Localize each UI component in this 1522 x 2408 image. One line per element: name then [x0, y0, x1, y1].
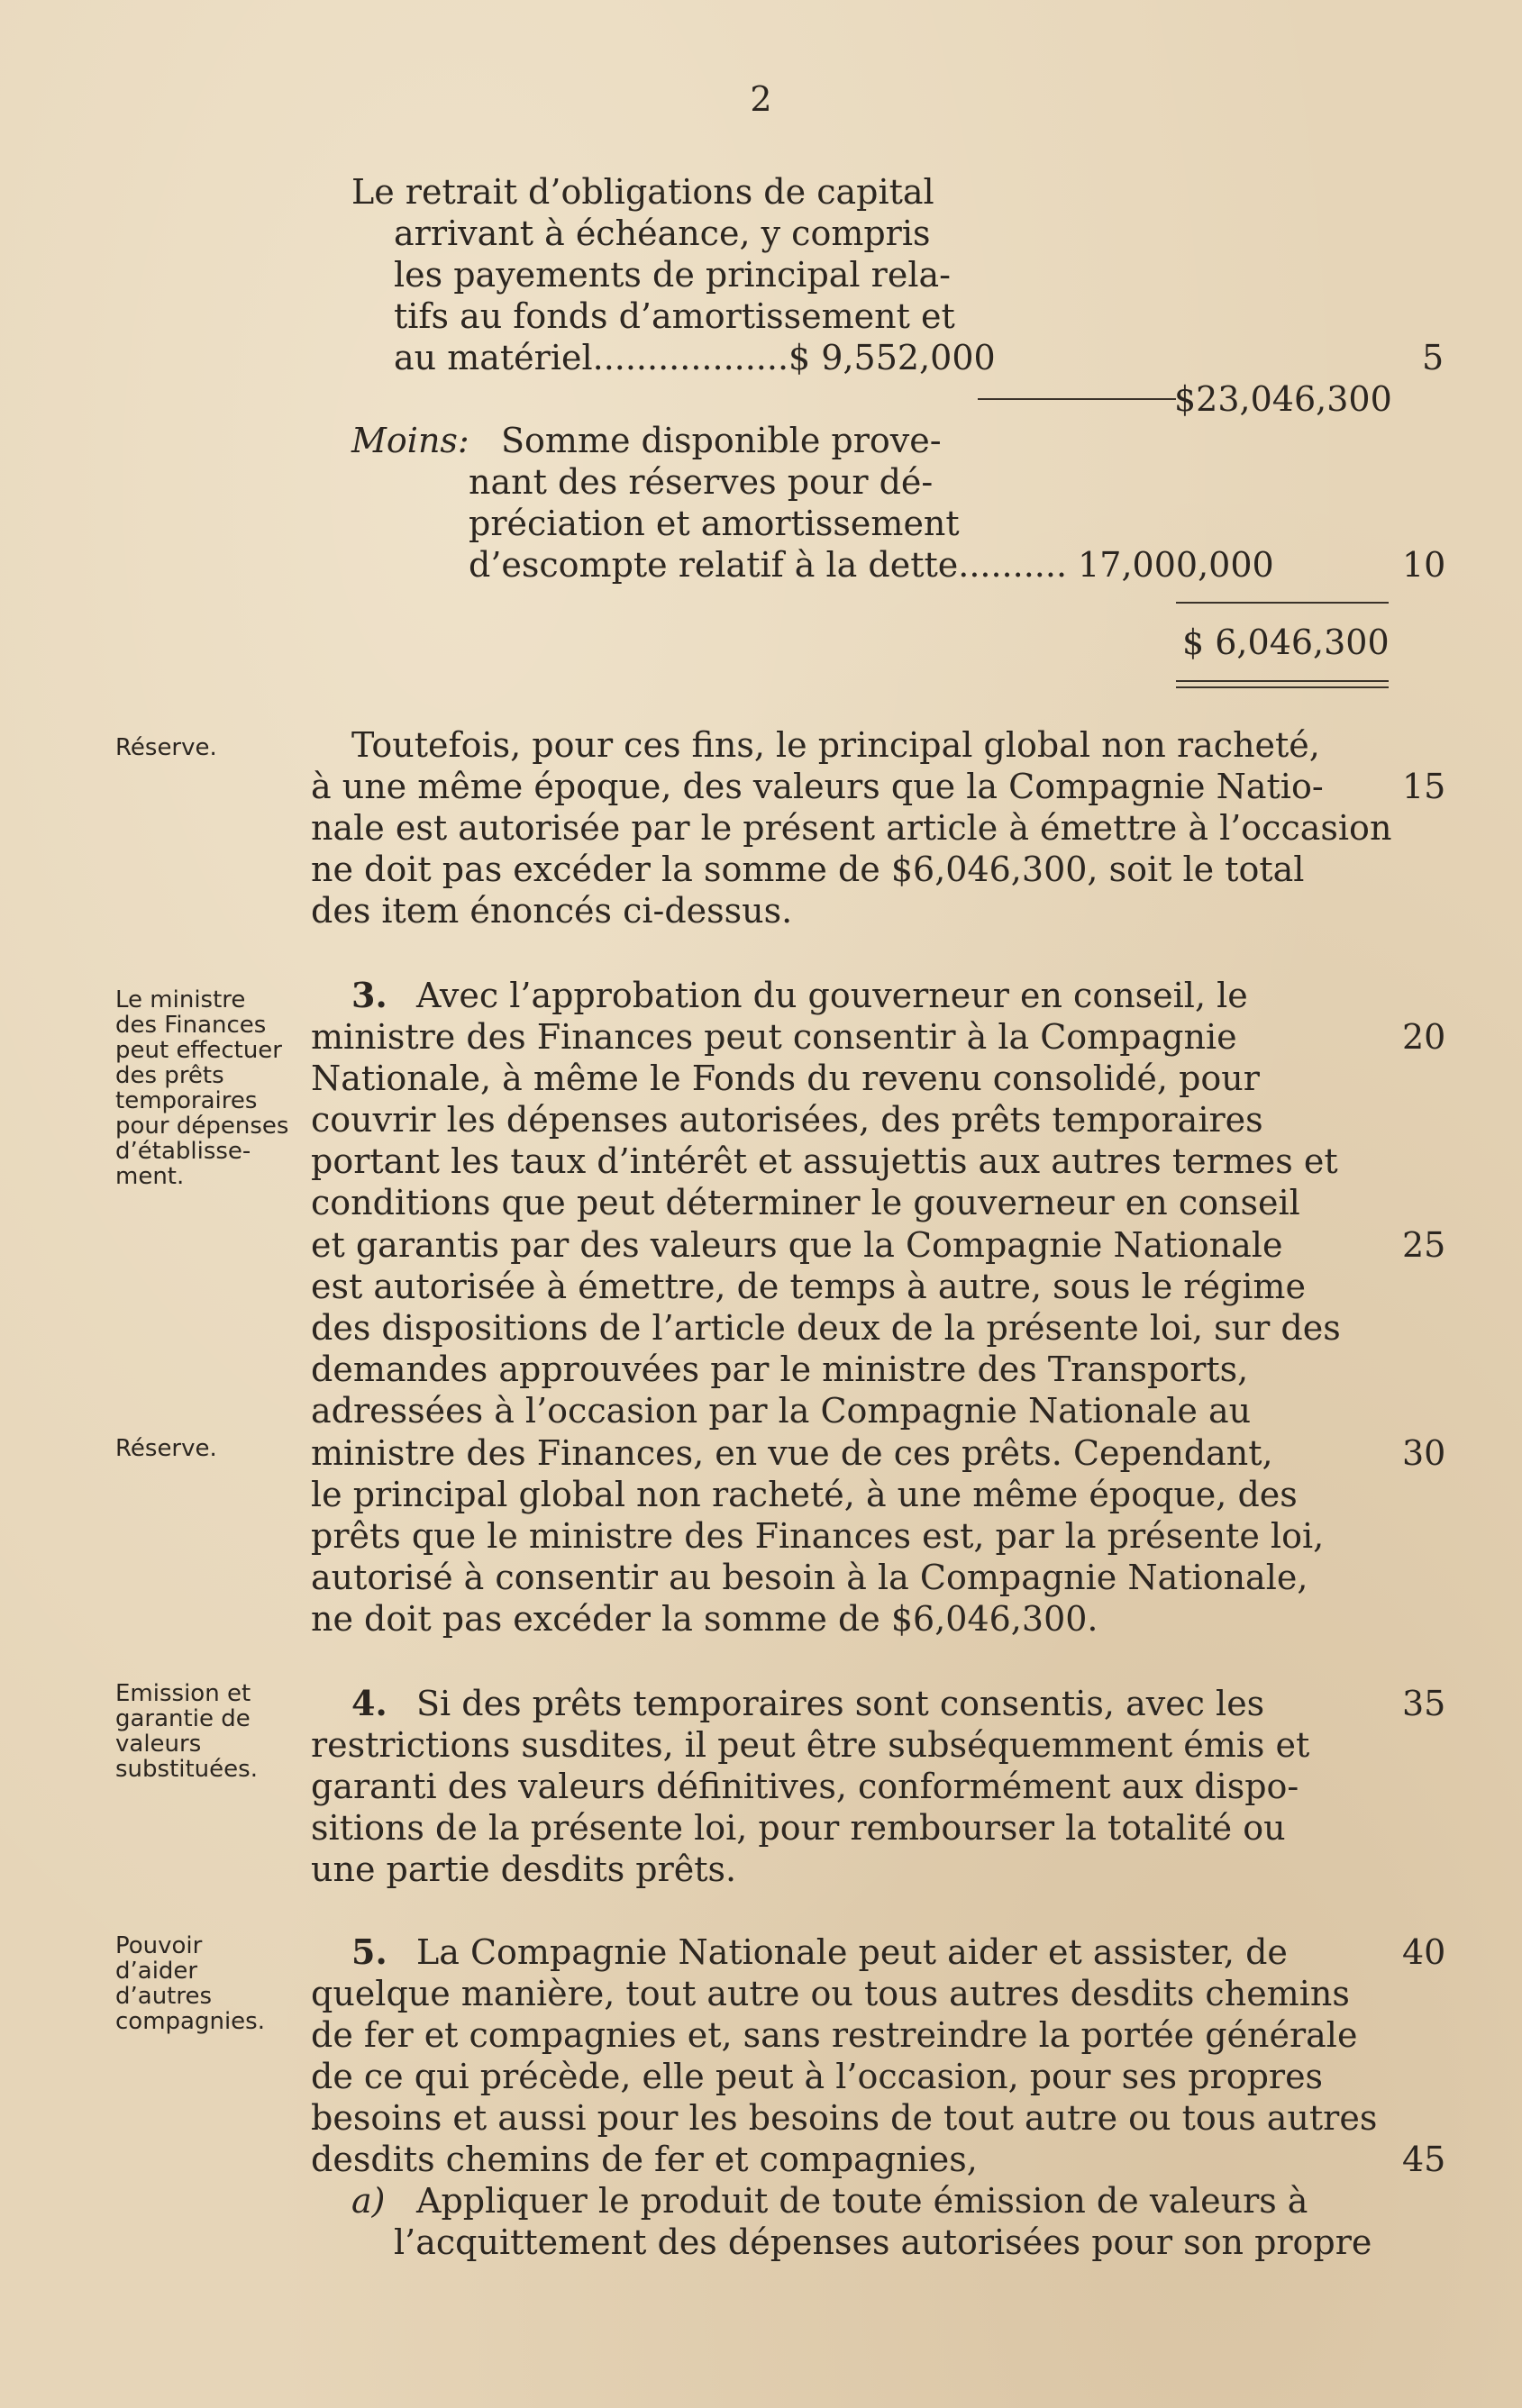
- text-line: de ce qui précède, elle peut à l’occasion, pour ses propres: [311, 2057, 1324, 2096]
- line-number: 5: [1422, 338, 1445, 377]
- less-line: nant des réserves pour dé-: [469, 462, 934, 502]
- text-line: La Compagnie Nationale peut aider et assister, de: [416, 1932, 1288, 1972]
- text-line: une partie desdits prêts.: [311, 1849, 737, 1889]
- margin-note-emission: Emission et garantie de valeurs substituées.: [115, 1680, 258, 1783]
- section-number: 5.: [351, 1931, 387, 1972]
- budget-item-line: les payements de principal rela-: [394, 255, 951, 295]
- text-line: besoins et aussi pour les besoins de tout autre ou tous autres: [311, 2098, 1378, 2138]
- section-number: 4.: [351, 1683, 387, 1723]
- line-number: 10: [1402, 545, 1446, 585]
- margin-note-minister: Le ministre des Finances peut effectuer des prêts temporaires pour dépenses d’établisse- ment.: [115, 986, 289, 1190]
- margin-note-reserve-2: Réserve.: [115, 1435, 217, 1462]
- line-number: 15: [1402, 767, 1446, 806]
- line-number: 45: [1402, 2140, 1446, 2179]
- less-line: préciation et amortissement: [469, 504, 960, 543]
- text-line: des dispositions de l’article deux de la présente loi, sur des: [311, 1308, 1341, 1348]
- less-line: d’escompte relatif à la dette.......... 17,000,000: [469, 545, 1274, 585]
- text-line: ministre des Finances, en vue de ces prêts. Cependant,: [311, 1433, 1273, 1473]
- budget-item-line: Le retrait d’obligations de capital: [351, 172, 934, 212]
- budget-item-line: arrivant à échéance, y compris: [394, 214, 931, 253]
- line-number: 40: [1402, 1932, 1446, 1972]
- subclause-label: a): [351, 2181, 386, 2221]
- text-line: garanti des valeurs définitives, conformément aux dispo-: [311, 1767, 1299, 1806]
- text-line: conditions que peut déterminer le gouverneur en conseil: [311, 1183, 1300, 1222]
- margin-note-pouvoir: Pouvoir d’aider d’autres compagnies.: [115, 1932, 265, 2035]
- text-line: Avec l’approbation du gouverneur en conseil, le: [416, 976, 1248, 1015]
- text-line: desdits chemins de fer et compagnies,: [311, 2140, 978, 2179]
- text-line: Toutefois, pour ces fins, le principal global non racheté,: [351, 725, 1320, 765]
- text-line: ne doit pas excéder la somme de $6,046,300, soit le total: [311, 850, 1305, 889]
- less-line: Somme disponible prove-: [501, 421, 942, 460]
- subtotal-rule: [978, 398, 1176, 400]
- page-number: 2: [750, 79, 772, 119]
- line-number: 20: [1402, 1017, 1446, 1057]
- text-line: prêts que le ministre des Finances est, par la présente loi,: [311, 1516, 1325, 1556]
- text-line: Appliquer le produit de toute émission de valeurs à: [416, 2181, 1308, 2221]
- text-line: à une même époque, des valeurs que la Compagnie Natio-: [311, 767, 1324, 806]
- text-line: demandes approuvées par le ministre des Transports,: [311, 1349, 1249, 1389]
- less-label: Moins:: [351, 421, 469, 460]
- text-line: restrictions susdites, il peut être subséquemment émis et: [311, 1725, 1310, 1765]
- text-line: Si des prêts temporaires sont consentis, avec les: [416, 1684, 1265, 1723]
- budget-subtotal: $23,046,300: [1174, 379, 1392, 419]
- text-line: nale est autorisée par le présent article à émettre à l’occasion: [311, 808, 1392, 848]
- budget-item-line: tifs au fonds d’amortissement et: [394, 296, 955, 336]
- line-number: 25: [1402, 1225, 1446, 1265]
- budget-item-line: au matériel..................$ 9,552,000: [394, 338, 996, 377]
- text-line: ne doit pas excéder la somme de $6,046,300.: [311, 1599, 1098, 1639]
- text-line: couvrir les dépenses autorisées, des prêts temporaires: [311, 1100, 1263, 1140]
- total-rule-top: [1176, 602, 1389, 604]
- section-number: 3.: [351, 975, 387, 1015]
- text-line: le principal global non racheté, à une même époque, des: [311, 1475, 1298, 1514]
- text-line: Nationale, à même le Fonds du revenu consolidé, pour: [311, 1059, 1260, 1098]
- text-line: quelque manière, tout autre ou tous autres desdits chemins: [311, 1974, 1350, 2013]
- line-number: 35: [1402, 1684, 1446, 1723]
- text-line: ministre des Finances peut consentir à la Compagnie: [311, 1017, 1237, 1057]
- budget-total: $ 6,046,300: [1182, 622, 1390, 662]
- text-line: est autorisée à émettre, de temps à autre, sous le régime: [311, 1267, 1306, 1306]
- margin-note-reserve: Réserve.: [115, 734, 217, 761]
- line-number: 30: [1402, 1433, 1446, 1473]
- text-line: adressées à l’occasion par la Compagnie Nationale au: [311, 1391, 1252, 1431]
- text-line: portant les taux d’intérêt et assujettis aux autres termes et: [311, 1141, 1338, 1181]
- text-line: de fer et compagnies et, sans restreindre la portée générale: [311, 2015, 1358, 2055]
- text-line: l’acquittement des dépenses autorisées pour son propre: [394, 2222, 1372, 2262]
- text-line: autorisé à consentir au besoin à la Compagnie Nationale,: [311, 1558, 1308, 1597]
- text-line: et garantis par des valeurs que la Compagnie Nationale: [311, 1225, 1283, 1265]
- text-line: sitions de la présente loi, pour rembourser la totalité ou: [311, 1808, 1286, 1848]
- text-line: des item énoncés ci-dessus.: [311, 891, 793, 931]
- total-rule-double-2: [1176, 686, 1389, 688]
- total-rule-double-1: [1176, 680, 1389, 682]
